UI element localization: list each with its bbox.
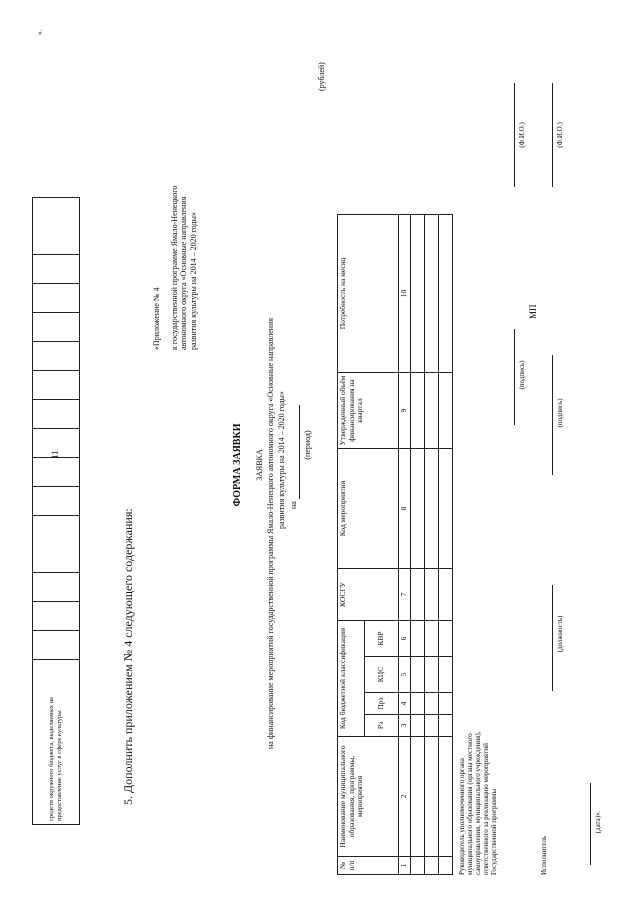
table-row [438,215,452,875]
head-line-3: самоуправления, муниципального учреждения), [474,731,483,875]
col-number: 9 [399,373,411,449]
period-line [299,405,300,499]
table-cell [33,284,80,313]
table-cell [33,342,80,371]
header-prz: Прз [365,693,399,715]
executor-fio-line [552,83,553,187]
date-caption: (дата)». [594,810,602,834]
head-fio-caption: (Ф.И.О.) [518,122,526,148]
request-line-2: развития культуры на 2014 – 2020 годы» [277,391,286,529]
table-row [410,215,424,875]
table-cell [33,631,80,660]
request-line-1: на финансирование мероприятий государственной программы Ямало-Ненецкого автономного округа «Основные направления [266,317,275,749]
col-number: 5 [399,657,411,693]
head-signature-line [514,329,515,425]
header-budget-code: Код бюджетной классификации [338,621,365,737]
request-on-prefix: на [289,501,298,509]
table-row [33,198,80,825]
table-cell [33,313,80,342]
table-cell [33,429,80,458]
header-need: Потребность на месяц [338,215,399,373]
col-number: 4 [399,693,411,715]
request-table [337,214,453,875]
executor-signature-line [552,355,553,475]
position-caption: (должность) [556,615,564,653]
head-signature-block [458,655,498,875]
head-signature-caption: (подпись) [518,360,526,390]
header-rz: Рз [365,715,399,737]
executor-signature-caption: (подпись) [556,398,564,428]
row-label: средств окружного бюджета, выделяемых на предоставление услуг в сфере культуры [33,660,80,825]
executor-position-line [552,585,553,691]
col-number: 3 [399,715,411,737]
header-name: Наименование муниципального образования, программы, мероприятия [338,737,399,857]
period-caption: (период) [303,430,312,460]
continuation-table [32,197,80,825]
table-row [424,215,438,875]
date-line [590,783,591,865]
appendix-line-1: к государственной программе Ямало-Ненецкого [169,185,179,350]
col-number: 10 [399,215,411,373]
appendix-line-3: развития культуры на 2014 – 2020 годы» [188,212,198,350]
request-title: ЗАЯВКА [255,449,264,481]
appendix-line-2: автономного округа «Основные направления [179,196,189,350]
col-number: 2 [399,737,411,857]
head-fio-line [514,83,515,187]
executor-fio-caption: (Ф.И.О.) [556,122,564,148]
head-line-4: ответственного за реализацию мероприятий [482,743,491,875]
form-title: ФОРМА ЗАЯВКИ [232,423,243,507]
header-kvr: КВР [365,621,399,657]
header-approved: Утвержденный объём финансирования на квартал [338,373,399,449]
table-cell [33,487,80,516]
table-cell [33,371,80,400]
head-line-1: Руководитель уполномоченного органа [458,758,466,875]
table-cell [33,573,80,602]
col-number: 6 [399,621,411,657]
table-cell [33,516,80,573]
column-number-row [399,215,411,875]
appendix-block [152,120,198,350]
table-cell [33,400,80,429]
units-label: (рублей) [317,62,326,91]
page-number: 11 [50,450,60,459]
table-cell [33,255,80,284]
header-event-code: Код мероприятия [338,449,399,569]
amendment-text: 5. Дополнить приложением № 4 следующего содержания: [121,508,135,805]
col-number: 1 [399,857,411,875]
head-line-2: муниципального образования (органа местного [466,733,475,875]
table-cell [33,602,80,631]
appendix-title: «Приложение № 4 [152,287,161,350]
header-num: № п/п [338,857,399,875]
table-header-row [338,215,365,875]
header-kcs: КЦС [365,657,399,693]
closing-quote: ». [36,29,44,35]
col-number: 8 [399,449,411,569]
header-kosgu: КОСГУ [338,569,399,621]
table-cell [33,458,80,487]
executor-label: Исполнитель [540,835,548,875]
head-line-5: Государственной программы [490,788,499,875]
table-cell [33,198,80,255]
stamp-place: МП [528,304,538,319]
col-number: 7 [399,569,411,621]
